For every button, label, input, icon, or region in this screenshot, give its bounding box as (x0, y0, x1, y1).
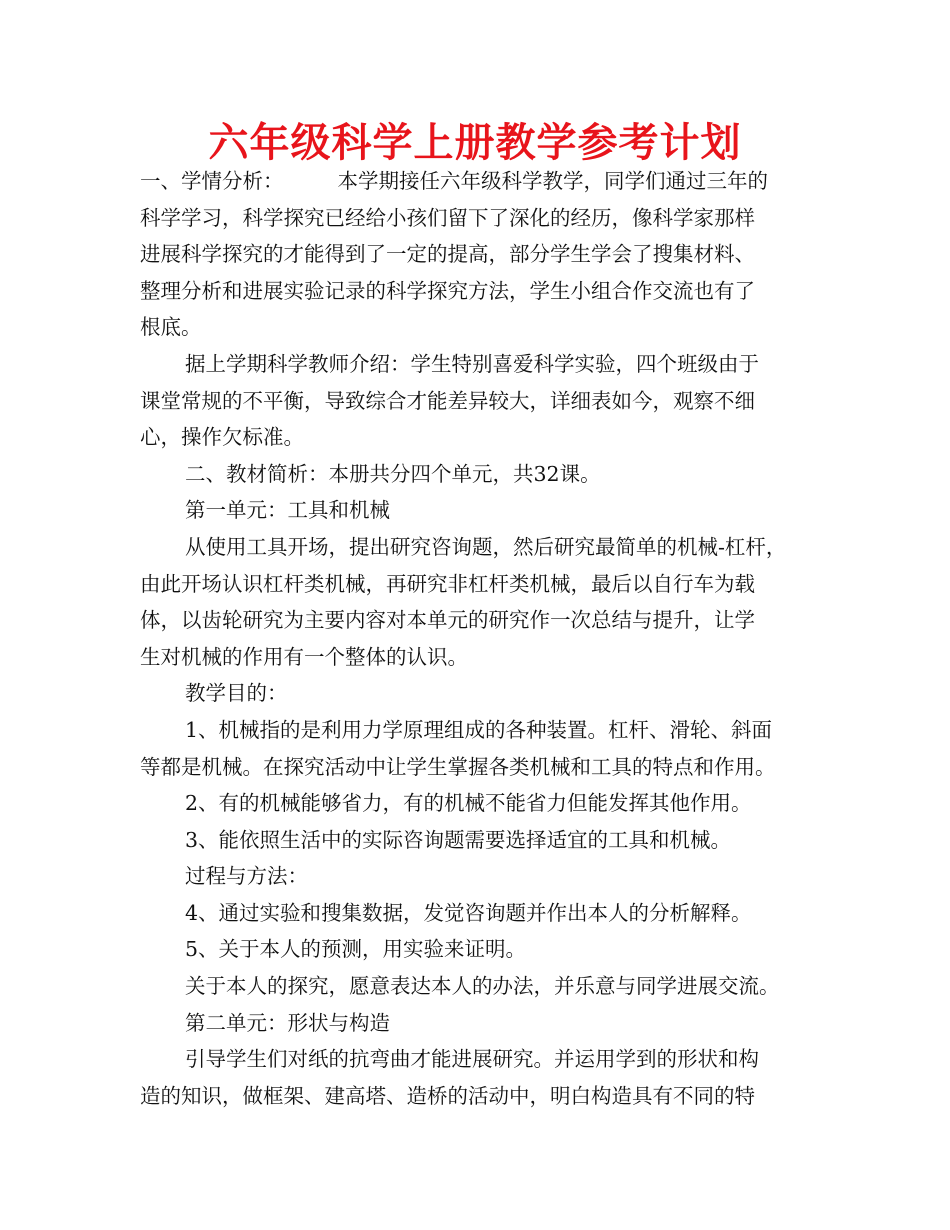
text-line-content: 过程与方法： (185, 864, 308, 889)
text-line-content: 5、关于本人的预测，用实验来证明。 (185, 937, 527, 962)
text-line-content: 由此开场认识杠杆类机械，再研究非杠杆类机械，最后以自行车为载 (140, 571, 755, 596)
text-line (140, 1078, 822, 1115)
text-line-content: 课堂常规的不平衡，导致综合才能差异较大，详细表如今，观察不细 (140, 388, 755, 413)
text-line-content: 据上学期科学教师介绍：学生特别喜爱科学实验，四个班级由于 (185, 351, 759, 376)
text-line (140, 639, 822, 676)
text-line-content: 引导学生们对纸的抗弯曲才能进展研究。并运用学到的形状和构 (185, 1047, 759, 1072)
text-line-content: 3、能依照生活中的实际咨询题需要选择适宜的工具和机械。 (185, 827, 732, 852)
text-line (140, 383, 822, 420)
text-line (140, 346, 822, 383)
text-line-content: 从使用工具开场，提出研究咨询题，然后研究最简单的机械-杠杆， (185, 534, 787, 559)
text-line (140, 749, 822, 786)
text-line (140, 675, 822, 712)
text-line (140, 273, 822, 310)
text-line (140, 200, 822, 237)
text-line (140, 712, 822, 749)
text-line-content: 生对机械的作用有一个整体的认识。 (140, 644, 468, 669)
text-line-content: 第二单元：形状与构造 (185, 1010, 390, 1035)
text-line-content: 本学期接任六年级科学教学，同学们通过三年的 (337, 169, 768, 193)
text-line-content: 进展科学探究的才能得到了一定的提高，部分学生学会了搜集材料、 (140, 242, 755, 267)
text-line (140, 895, 822, 932)
text-line (140, 1041, 822, 1078)
text-line-content: 根底。 (140, 315, 202, 340)
text-line (140, 529, 822, 566)
text-line (140, 931, 822, 968)
text-line (140, 858, 822, 895)
text-line (140, 968, 822, 1005)
text-line (140, 492, 822, 529)
text-line-content: 二、教材简析：本册共分四个单元，共32课。 (185, 461, 601, 486)
text-line (140, 163, 822, 200)
text-line (140, 1005, 822, 1042)
document-title: 六年级科学上册教学参考计划 (208, 120, 742, 166)
document-body (140, 163, 822, 1114)
text-line (140, 236, 822, 273)
text-line-content: 整理分析和进展实验记录的科学探究方法，学生小组合作交流也有了 (140, 278, 755, 303)
text-line (140, 309, 822, 346)
text-line-content: 教学目的： (185, 681, 288, 706)
text-line (140, 822, 822, 859)
text-line (140, 785, 822, 822)
text-line (140, 602, 822, 639)
text-line-content: 心，操作欠标准。 (140, 425, 304, 450)
text-line-content: 关于本人的探究，愿意表达本人的办法，并乐意与同学进展交流。 (185, 974, 780, 999)
text-line (140, 419, 822, 456)
text-line (140, 456, 822, 493)
text-line-content: 体，以齿轮研究为主要内容对本单元的研究作一次总结与提升，让学 (140, 608, 755, 633)
text-line-content: 等都是机械。在探究活动中让学生掌握各类机械和工具的特点和作用。 (140, 754, 776, 779)
text-line-content: 1、机械指的是利用力学原理组成的各种装置。杠杆、滑轮、斜面 (185, 717, 773, 742)
text-line-content: 第一单元：工具和机械 (185, 498, 390, 523)
text-line-content: 2、有的机械能够省力，有的机械不能省力但能发挥其他作用。 (185, 791, 752, 816)
text-line-content: 科学学习，科学探究已经给小孩们留下了深化的经历，像科学家那样 (140, 205, 755, 230)
text-line (140, 566, 822, 603)
text-line-content: 一、学情分析： (140, 169, 284, 193)
text-line-content: 4、通过实验和搜集数据，发觉咨询题并作出本人的分析解释。 (185, 900, 752, 925)
text-line-content: 造的知识，做框架、建高塔、造桥的活动中，明白构造具有不同的特 (140, 1083, 755, 1108)
